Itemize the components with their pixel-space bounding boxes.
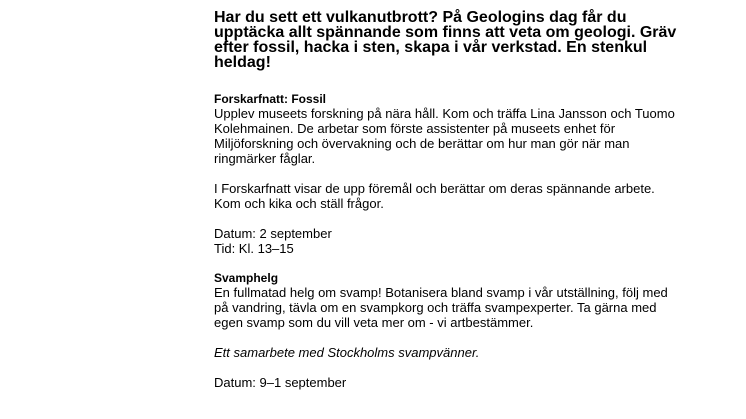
event-date: Datum: 2 september [214, 226, 332, 241]
intro-heading: Har du sett ett vulkanutbrott? På Geologins dag får du upptäcka allt spännande som finns att veta om geologi. Gräv efter fossil, hacka i sten, skapa i vår verkstad. En stenkul heldag! [214, 9, 677, 71]
section-title: Svamphelg [214, 271, 279, 285]
collaboration-note: Ett samarbete med Stockholms svampvänner. [214, 345, 480, 360]
event-date: Datum: 9–1 september [214, 375, 347, 390]
article-content [214, 10, 684, 390]
section-forskarfnatt [214, 92, 684, 256]
section-paragraph: En fullmatad helg om svamp! Botanisera bland svamp i vår utställning, följ med på vandring, tävla om en svampkorg och träffa svampexperter. Ta gärna med egen svamp som du vill veta mer om - vi artbestämmer. [214, 285, 668, 330]
section-svamphelg [214, 271, 684, 390]
section-paragraph: I Forskarfnatt visar de upp föremål och berättar om deras spännande arbete. Kom och kika och ställ frågor. [214, 181, 655, 211]
event-time: Tid: Kl. 13–15 [214, 241, 294, 256]
section-title: Forskarfnatt: Fossil [214, 92, 327, 106]
section-paragraph: Upplev museets forskning på nära håll. Kom och träffa Lina Jansson och Tuomo Kolehmainen. De arbetar som förste assistenter på museets enhet för Miljöforskning och övervakning och de berättar om hur man gör när man ringmärker fåglar. [214, 106, 675, 166]
